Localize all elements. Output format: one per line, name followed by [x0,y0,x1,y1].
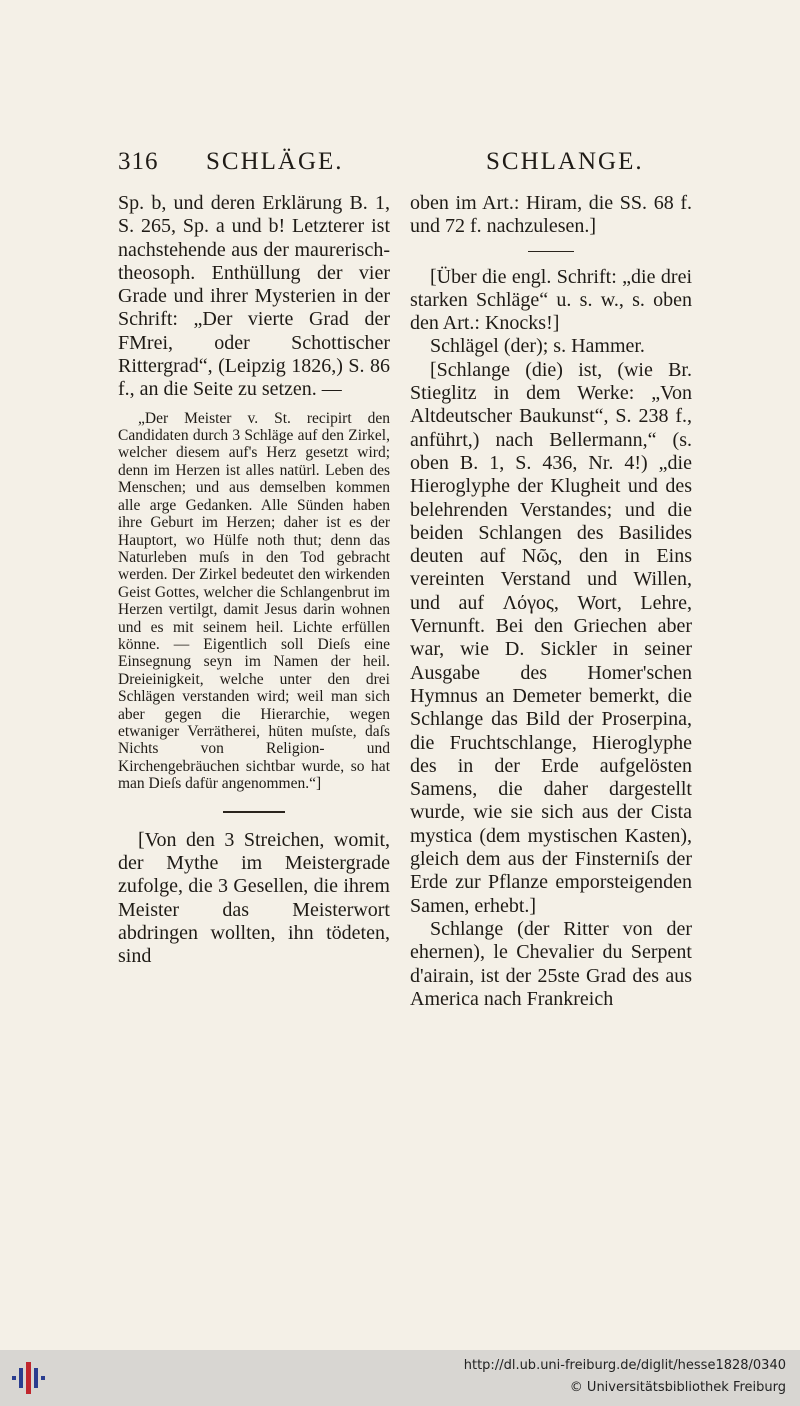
section-divider [223,811,285,813]
left-column [118,192,390,968]
left-paragraph-3: [Von den 3 Streichen, womit, der Mythe im Meistergrade zufolge, die 3 Gesellen, die ihrem Meister das Meisterwort abdringen wollten, ihn tödeten, sind [118,828,390,968]
source-url-link[interactable]: http://dl.ub.uni-freiburg.de/diglit/hesse1828/0340 [463,1358,786,1373]
left-quote-paragraph: „Der Meister v. St. recipirt den Candidaten durch 3 Schläge auf den Zirkel, welcher diesem auf's Herz gesetzt wird; denn im Herzen ist alles natürl. Leben des Menschen; und aus demselben kommen alle arge Gedanken. Alle Sünden haben ihre Geburt im Herzen; daher ist es der Hauptort, wo Hülfe noth thut; denn das Naturleben muſs in den Tod gebracht werden. Der Zirkel bedeutet den wirkenden Geist Gottes, welcher die Schlangenbrut im Herzen vertilgt, damit Jesus darin wohnen und es mit seinem heil. Lichte erfüllen könne. — Eigentlich soll Dieſs eine Einsegnung seyn im Namen der heil. Dreieinigkeit, welche unter den drei Schlägen verstanden wird; weil man sich aber gegen die Hierarchie, wegen etwaniger Verrätherei, hüten muſste, daſs Nichts von Religion- und Kirchengebräuchen sichtbar wurde, so hat man Dieſs dafür angenommen.“] [118,409,390,793]
header-right-title: SCHLANGE. [486,148,644,175]
running-header [118,148,698,184]
section-divider [528,251,574,252]
ub-freiburg-logo-icon [10,1358,50,1398]
right-column [410,192,692,1011]
footer-bar [0,1350,800,1406]
right-paragraph-4: [Schlange (die) ist, (wie Br. Stieglitz in dem Werke: „Von Altdeutscher Baukunst“, S. 238 f., anführt,) nach Bellermann,“ (s. oben B. 1, S. 436, Nr. 4!) „die Hieroglyphe der Klugheit und des belehrenden Verstandes; und die beiden Schlangen des Basilides deuten auf Νῶς, den in Eins vereinten Verstand und Willen, und auf Λόγος, Wort, Lehre, Vernunft. Bei den Griechen aber war, wie D. Sickler in seiner Ausgabe des Homer'schen Hymnus an Demeter bemerkt, die Schlange das Bild der Proserpina, die Fruchtschlange, Hieroglyphe des in der Erde aufgelösten Samens, die daher dargestellt wurde, wie sie sich aus der Cista mystica (dem mystischen Kasten), gleich dem aus der Finsterniſs der Erde zur Pflanze emporsteigenden Samen, erhebt.] [410,358,692,917]
right-paragraph-5: Schlange (der Ritter von der ehernen), le Chevalier du Serpent d'airain, ist der 25ste Grad des aus America nach Frankreich [410,917,692,1010]
left-paragraph-1: Sp. b, und deren Erklärung B. 1, S. 265, Sp. a und b! Letzterer ist nachstehende aus der maurerisch-theosoph. Enthüllung der vier Grade und ihrer Mysterien in der Schrift: „Der vierte Grad der FMrei, oder Schottischer Rittergrad“, (Leipzig 1826,) S. 86 f., an die Seite zu setzen. — [118,192,390,401]
copyright-text: © Universitätsbibliothek Freiburg [569,1380,786,1395]
header-left-title: SCHLÄGE. [206,148,344,175]
right-paragraph-3: Schlägel (der); s. Hammer. [430,335,645,358]
page-number: 316 [118,148,159,175]
right-paragraph-2: [Über die engl. Schrift: „die drei starken Schläge“ u. s. w., s. oben den Art.: Knocks!] [410,265,692,335]
right-paragraph-1: oben im Art.: Hiram, die SS. 68 f. und 72 f. nachzulesen.] [410,192,692,238]
